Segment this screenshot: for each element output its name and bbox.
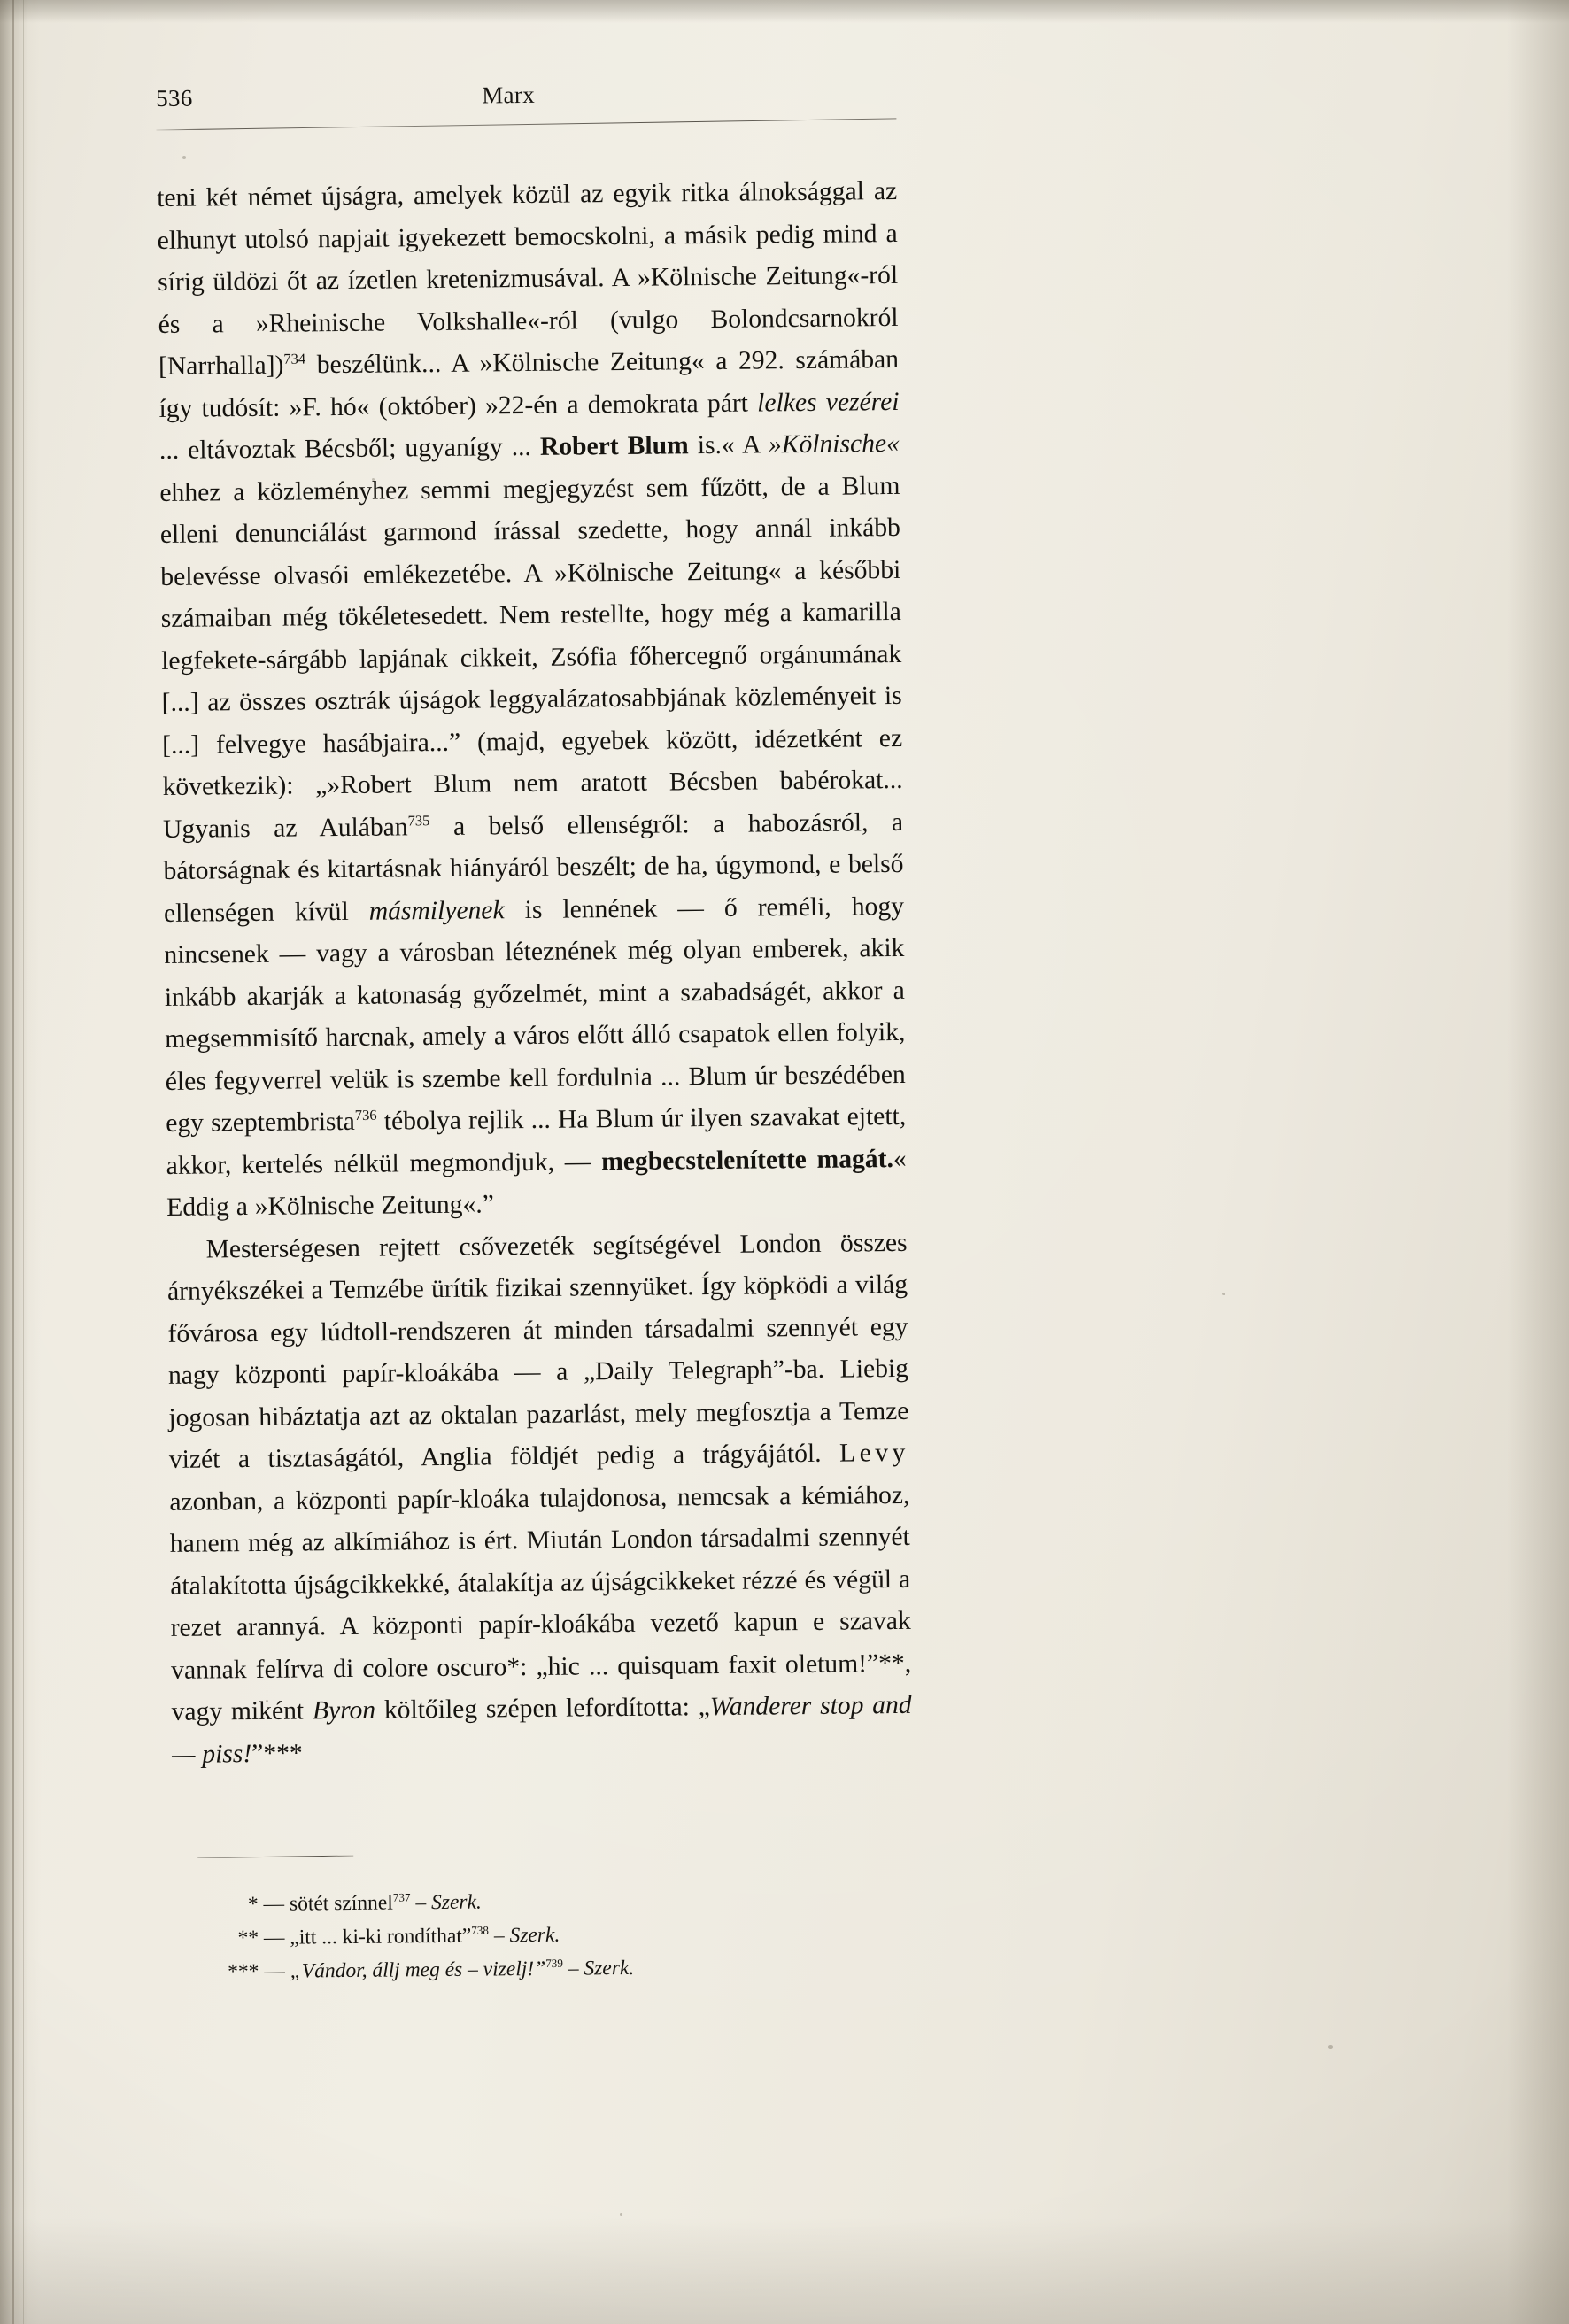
running-head — [156, 78, 896, 124]
text-run: teni két német újságra, amelyek közül az egyik ritka álnoksággal az elhunyt utolsó napjait igyekezett bemocskolni, a másik pedig mind a sírig üldözi őt az ízetlen kretenizmusával. A »Kölnische Zeitung«-ról és a »Rheinische Volkshalle«-ról (vulgo Bolondcsarnokról [Narrhalla]) — [157, 176, 899, 381]
footnote-list — [174, 1881, 915, 1989]
bold-emphasis: megbecstelenítette magát. — [601, 1144, 894, 1176]
footnote-text: „Vándor, állj meg és – vizelj!” — [290, 1957, 546, 1983]
text-run: beszélünk... A »Kölnische Zeitung« a 292. számában így tudósít: »F. hó« (október) »22-én a demokrata párt — [158, 344, 900, 423]
footnote-marker: * — [247, 1892, 259, 1917]
binding-gutter-shadow — [0, 0, 41, 2324]
footnote-dash-secondary: – — [488, 1924, 510, 1948]
footnote-marker: *** — [228, 1959, 259, 1984]
footnote-dash: — — [258, 1926, 290, 1950]
footnote-dash-secondary: – — [562, 1957, 584, 1980]
footnote-dash: — — [259, 1959, 290, 1983]
text-run: azonban, a központi papír-kloáka tulajdonosa, nemcsak a kémiához, hanem még az alkímiához is ért. Miután London társadalmi szennyét átalakította újságcikkekké, átalakítja az újságcikkeket rézzé és végül a rezet arannyá. A központi papír-kloákába vezető kapun e szavak vannak felírva di colore oscuro — [169, 1480, 911, 1685]
text-run: : „hic ... quisquam faxit oletum!” — [519, 1648, 879, 1681]
footnote-marker: ** — [237, 1926, 259, 1950]
footnote-reference-number: 738 — [471, 1923, 490, 1937]
italic-emphasis: Byron — [312, 1695, 376, 1726]
binding-crease-line-secondary — [23, 0, 24, 2324]
letterspaced-emphasis: Levy — [839, 1438, 910, 1468]
page-content — [156, 78, 915, 1989]
paper-speck — [1222, 1293, 1225, 1295]
text-run: a belső ellenségről: a habozásról, a bátorságnak és kitartásnak hiányáról beszélt; de ha, úgymond, e belső ellenségen kívül — [163, 807, 904, 928]
text-run: ehhez a közleményhez semmi megjegyzést sem fűzött, de a Blum elleni denunciálást garmond írással szedette, hogy annál inkább belevésse olvasói emlékezetébe. A »Kölnische Zeitung« a későbbi számaiban még tökéletesedett. Nem restellte, hogy még a kamarilla legfekete-sárgább lapjának cikkeit, Zsófia főhercegnő orgánumának [...] az összes osztrák újságok leggyalázatosabbjának közleményeit is [...] felvegye hasábjaira...” (majd, egyebek között, idézetként ez következik): „»Robert Blum nem aratott Bécsben babérokat... Ugyanis az Aulában — [159, 471, 903, 844]
paper-speck — [1328, 2045, 1333, 2049]
text-run: « Eddig a »Kölnische Zeitung«.” — [166, 1144, 907, 1222]
text-run: ** — [877, 1648, 905, 1678]
footnote-section — [173, 1850, 914, 1989]
body-text — [157, 171, 912, 1776]
footnote-reference-number: 739 — [545, 1956, 563, 1971]
footnote-text: „itt ... ki-ki rondíthat” — [290, 1924, 472, 1950]
footnote-reference-number: 737 — [392, 1890, 411, 1904]
running-head-title: Marx — [482, 81, 536, 109]
page-right-shadow — [1507, 0, 1569, 2324]
italic-emphasis: másmilyenek — [368, 895, 505, 926]
text-run: ” — [251, 1739, 264, 1768]
text-run: Mesterségesen rejtett csővezeték segítségével London összes árnyékszékei a Temzébe ürítik fizikai szennyüket. Így köpködi a világ fővárosa egy lúdtoll-rendszeren át minden társadalmi szennyét egy nagy központi papír-kloákába — a „Daily Telegraph”-ba. Liebig jogosan hibáztatja azt az oktalan pazarlást, mely megfosztja a Temze vizét a tisztaságától, Anglia földjét pedig a trágyájától. — [166, 1228, 909, 1474]
italic-emphasis: Wanderer stop and — piss! — [171, 1690, 912, 1769]
text-run: ... eltávoztak Bécsből; ugyanígy ... — [158, 432, 541, 465]
footnote-text: sötét színnel — [289, 1891, 393, 1916]
paragraph — [157, 171, 907, 1229]
bold-emphasis: Robert Blum — [539, 431, 689, 461]
italic-emphasis: »Kölnische« — [768, 429, 900, 459]
text-run: költőileg szépen lefordította: „ — [375, 1693, 710, 1725]
paragraph — [166, 1222, 912, 1775]
footnote-reference: 735 — [407, 811, 430, 829]
text-run: is lennének — ő reméli, hogy nincsenek — vagy a városban léteznének még olyan emberek, akik inkább akarják a katonaság győzelmét, mint a szabadságét, akkor a megsemmisítő harcnak, amely a város előtt álló csapatok ellen folyik, éles fegyverrel velük is szembe kell fordulnia ... Blum úr beszédében egy szeptembrista — [164, 892, 906, 1138]
italic-emphasis: lelkes vezérei — [757, 387, 900, 417]
text-run: , vagy miként — [171, 1648, 912, 1726]
text-run: * — [506, 1652, 521, 1681]
footnote-separator-rule — [197, 1856, 353, 1858]
binding-crease-line — [12, 0, 14, 2324]
page-bottom-shadow — [0, 2218, 1569, 2324]
page-number: 536 — [156, 84, 193, 112]
footnote-dash-secondary: – — [410, 1891, 432, 1915]
footnote-reference: 736 — [354, 1106, 377, 1124]
text-run: tébolya rejlik ... Ha Blum úr ilyen szavakat ejtett, akkor, kertelés nélkül megmondjuk, — — [166, 1101, 907, 1180]
footnote-reference: 734 — [283, 350, 306, 367]
footnote-item — [174, 1949, 914, 1989]
paper-speck — [620, 2213, 622, 2216]
footnote-editor-attribution: Szerk. — [430, 1890, 482, 1915]
page-top-shadow — [0, 0, 1569, 23]
text-run: *** — [263, 1738, 303, 1768]
footnote-editor-attribution: Szerk. — [509, 1923, 560, 1948]
footnote-editor-attribution: Szerk. — [584, 1956, 635, 1980]
footnote-dash: — — [258, 1892, 290, 1916]
text-run: is.« A — [688, 430, 769, 460]
